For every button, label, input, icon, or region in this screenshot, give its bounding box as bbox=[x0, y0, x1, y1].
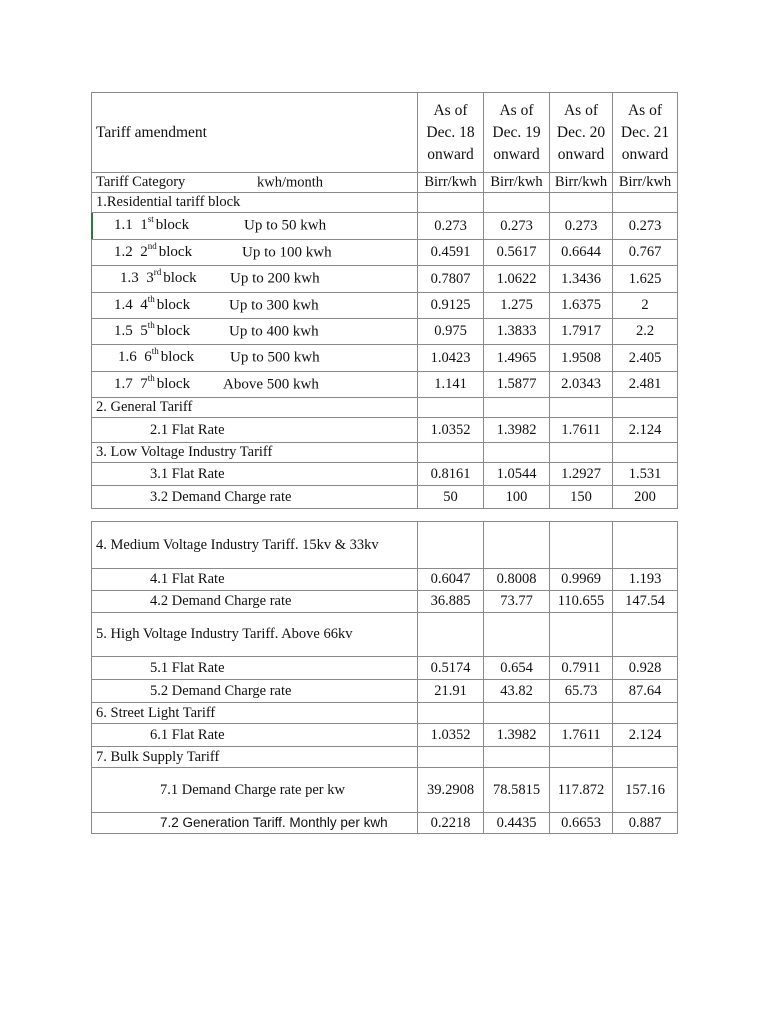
table-row bbox=[92, 569, 678, 591]
rate-cell: 1.0544 bbox=[484, 463, 550, 486]
rate-cell: 1.531 bbox=[613, 463, 678, 486]
block-ordinal: 7 bbox=[140, 375, 148, 392]
rate-cell: 2.405 bbox=[613, 345, 678, 372]
header-row bbox=[92, 93, 678, 173]
section-row bbox=[92, 193, 678, 213]
block-ordinal-suffix: st bbox=[147, 214, 154, 225]
block-word: block bbox=[156, 375, 191, 392]
block-ordinal-suffix: rd bbox=[153, 267, 162, 278]
section-row bbox=[92, 703, 678, 724]
rate-cell: 0.8161 bbox=[418, 463, 484, 486]
block-ordinal-suffix: nd bbox=[147, 240, 157, 251]
rate-cell: 0.887 bbox=[613, 813, 678, 834]
rate-unit: Birr/kwh bbox=[484, 173, 550, 193]
rate-cell: 1.3982 bbox=[484, 418, 550, 443]
subheader-row bbox=[92, 173, 678, 193]
block-word: block bbox=[163, 270, 197, 287]
block-number: 1.7 bbox=[114, 375, 133, 392]
row-label: 4.1 Flat Rate bbox=[92, 569, 418, 591]
block-limit: Up to 500 kwh bbox=[230, 349, 320, 366]
unit-header: kwh/month bbox=[257, 174, 324, 191]
rate-cell: 0.2218 bbox=[418, 813, 484, 834]
rate-cell: 1.193 bbox=[613, 569, 678, 591]
section-title-high-voltage: 5. High Voltage Industry Tariff. Above 66kv bbox=[92, 613, 418, 657]
section-row bbox=[92, 443, 678, 463]
rate-cell: 0.6653 bbox=[550, 813, 613, 834]
rate-cell: 0.273 bbox=[484, 213, 550, 240]
rate-cell: 0.9125 bbox=[418, 293, 484, 319]
section-row bbox=[92, 522, 678, 569]
block-number: 1.5 bbox=[114, 322, 133, 339]
rate-unit: Birr/kwh bbox=[550, 173, 613, 193]
rate-cell: 1.141 bbox=[418, 372, 484, 398]
rate-cell: 1.3833 bbox=[484, 319, 550, 345]
table-row bbox=[92, 213, 678, 240]
row-label: 4.2 Demand Charge rate bbox=[92, 591, 418, 613]
rate-cell: 2.124 bbox=[613, 418, 678, 443]
block-ordinal: 5 bbox=[140, 322, 148, 339]
block-limit: Up to 50 kwh bbox=[244, 217, 327, 234]
table-row bbox=[92, 319, 678, 345]
rate-cell: 1.2927 bbox=[550, 463, 613, 486]
rate-cell: 157.16 bbox=[613, 768, 678, 813]
rate-cell: 1.7917 bbox=[550, 319, 613, 345]
rate-cell: 0.767 bbox=[613, 240, 678, 266]
rate-cell: 1.275 bbox=[484, 293, 550, 319]
section-title-general: 2. General Tariff bbox=[92, 398, 418, 418]
rate-cell: 0.7911 bbox=[550, 657, 613, 680]
rate-cell: 2.2 bbox=[613, 319, 678, 345]
rate-cell: 117.872 bbox=[550, 768, 613, 813]
block-ordinal: 4 bbox=[140, 296, 148, 313]
block-limit: Up to 400 kwh bbox=[229, 322, 319, 339]
rate-cell: 200 bbox=[613, 486, 678, 509]
table-row bbox=[92, 372, 678, 398]
table-row bbox=[92, 463, 678, 486]
block-ordinal: 6 bbox=[144, 349, 152, 366]
rate-cell: 0.5617 bbox=[484, 240, 550, 266]
block-label bbox=[92, 345, 418, 372]
block-word: block bbox=[156, 322, 191, 339]
section-row bbox=[92, 747, 678, 768]
row-label: 3.2 Demand Charge rate bbox=[92, 486, 418, 509]
tariff-table-bottom bbox=[91, 521, 678, 834]
block-word: block bbox=[160, 349, 195, 366]
rate-cell: 1.7611 bbox=[550, 418, 613, 443]
row-label: 5.1 Flat Rate bbox=[92, 657, 418, 680]
block-ordinal: 2 bbox=[140, 243, 148, 260]
rate-cell: 0.273 bbox=[550, 213, 613, 240]
block-number: 1.1 bbox=[114, 217, 133, 234]
rate-cell: 147.54 bbox=[613, 591, 678, 613]
block-ordinal: 1 bbox=[140, 217, 148, 234]
row-label: 6.1 Flat Rate bbox=[92, 724, 418, 747]
table-row bbox=[92, 680, 678, 703]
block-label bbox=[92, 293, 418, 319]
table-row bbox=[92, 418, 678, 443]
rate-cell: 2.124 bbox=[613, 724, 678, 747]
tariff-category-header: Tariff Category kwh/month bbox=[92, 173, 418, 193]
row-label: 3.1 Flat Rate bbox=[92, 463, 418, 486]
table-row bbox=[92, 266, 678, 293]
block-ordinal-suffix: th bbox=[147, 293, 155, 304]
section-title-low-voltage: 3. Low Voltage Industry Tariff bbox=[92, 443, 418, 463]
rate-cell: 1.7611 bbox=[550, 724, 613, 747]
tariff-table-top bbox=[91, 92, 678, 509]
block-word: block bbox=[158, 243, 193, 260]
rate-cell: 1.5877 bbox=[484, 372, 550, 398]
rate-cell: 150 bbox=[550, 486, 613, 509]
row-label: 5.2 Demand Charge rate bbox=[92, 680, 418, 703]
block-label bbox=[92, 240, 418, 266]
rate-cell: 0.5174 bbox=[418, 657, 484, 680]
rate-cell: 0.8008 bbox=[484, 569, 550, 591]
rate-cell: 2.481 bbox=[613, 372, 678, 398]
rate-cell: 0.7807 bbox=[418, 266, 484, 293]
section-title-street-light: 6. Street Light Tariff bbox=[92, 703, 418, 724]
block-limit: Up to 100 kwh bbox=[242, 243, 332, 260]
rate-cell: 1.4965 bbox=[484, 345, 550, 372]
rate-cell: 1.3982 bbox=[484, 724, 550, 747]
rate-cell: 0.9969 bbox=[550, 569, 613, 591]
table-row bbox=[92, 724, 678, 747]
rate-cell: 0.928 bbox=[613, 657, 678, 680]
row-label: 7.2 Generation Tariff. Monthly per kwh bbox=[92, 813, 418, 834]
cell-cursor-mark bbox=[91, 213, 93, 239]
table-row bbox=[92, 345, 678, 372]
table-row bbox=[92, 293, 678, 319]
rate-cell: 0.4591 bbox=[418, 240, 484, 266]
block-ordinal: 3 bbox=[146, 270, 154, 287]
rate-cell: 0.273 bbox=[418, 213, 484, 240]
rate-cell: 1.9508 bbox=[550, 345, 613, 372]
rate-cell: 21.91 bbox=[418, 680, 484, 703]
rate-cell: 39.2908 bbox=[418, 768, 484, 813]
section-title-residential: 1.Residential tariff block bbox=[92, 193, 418, 213]
block-ordinal-suffix: th bbox=[151, 346, 159, 357]
column-header-dec20: As of Dec. 20 onward bbox=[550, 93, 613, 173]
rate-cell: 0.273 bbox=[613, 213, 678, 240]
section-title-bulk-supply: 7. Bulk Supply Tariff bbox=[92, 747, 418, 768]
table-row bbox=[92, 768, 678, 813]
block-number: 1.4 bbox=[114, 296, 133, 313]
block-ordinal-suffix: th bbox=[147, 372, 155, 383]
rate-cell: 1.0352 bbox=[418, 418, 484, 443]
block-limit: Up to 200 kwh bbox=[230, 270, 320, 287]
rate-cell: 1.0352 bbox=[418, 724, 484, 747]
rate-cell: 1.0423 bbox=[418, 345, 484, 372]
rate-cell: 110.655 bbox=[550, 591, 613, 613]
rate-cell: 73.77 bbox=[484, 591, 550, 613]
block-number: 1.3 bbox=[120, 270, 139, 287]
block-word: block bbox=[156, 296, 191, 313]
table-row bbox=[92, 657, 678, 680]
rate-cell: 0.4435 bbox=[484, 813, 550, 834]
column-header-dec19: As of Dec. 19 onward bbox=[484, 93, 550, 173]
block-label bbox=[92, 319, 418, 345]
rate-unit: Birr/kwh bbox=[418, 173, 484, 193]
table-row bbox=[92, 240, 678, 266]
block-label bbox=[92, 266, 418, 293]
section-row bbox=[92, 398, 678, 418]
rate-cell: 65.73 bbox=[550, 680, 613, 703]
rate-cell: 0.6644 bbox=[550, 240, 613, 266]
block-number: 1.6 bbox=[118, 349, 137, 366]
rate-unit: Birr/kwh bbox=[613, 173, 678, 193]
block-limit: Above 500 kwh bbox=[223, 375, 319, 392]
rate-cell: 2 bbox=[613, 293, 678, 319]
rate-cell: 1.6375 bbox=[550, 293, 613, 319]
block-label bbox=[92, 372, 418, 398]
block-limit: Up to 300 kwh bbox=[229, 296, 319, 313]
rate-cell: 0.654 bbox=[484, 657, 550, 680]
rate-cell: 1.0622 bbox=[484, 266, 550, 293]
row-label: 2.1 Flat Rate bbox=[92, 418, 418, 443]
rate-cell: 0.975 bbox=[418, 319, 484, 345]
block-label bbox=[92, 213, 418, 240]
section-title-medium-voltage: 4. Medium Voltage Industry Tariff. 15kv & 33kv bbox=[92, 522, 418, 569]
rate-cell: 50 bbox=[418, 486, 484, 509]
section-row bbox=[92, 613, 678, 657]
column-header-dec21: As of Dec. 21 onward bbox=[613, 93, 678, 173]
rate-cell: 78.5815 bbox=[484, 768, 550, 813]
rate-cell: 87.64 bbox=[613, 680, 678, 703]
table-row bbox=[92, 591, 678, 613]
block-number: 1.2 bbox=[114, 243, 133, 260]
column-header-dec18: As of Dec. 18 onward bbox=[418, 93, 484, 173]
table-row bbox=[92, 486, 678, 509]
rate-cell: 2.0343 bbox=[550, 372, 613, 398]
rate-cell: 1.3436 bbox=[550, 266, 613, 293]
block-word: block bbox=[155, 217, 190, 234]
table-title: Tariff amendment bbox=[92, 93, 418, 173]
rate-cell: 1.625 bbox=[613, 266, 678, 293]
row-label: 7.1 Demand Charge rate per kw bbox=[92, 768, 418, 813]
table-row bbox=[92, 813, 678, 834]
block-ordinal-suffix: th bbox=[147, 319, 155, 330]
rate-cell: 36.885 bbox=[418, 591, 484, 613]
rate-cell: 0.6047 bbox=[418, 569, 484, 591]
rate-cell: 43.82 bbox=[484, 680, 550, 703]
rate-cell: 100 bbox=[484, 486, 550, 509]
